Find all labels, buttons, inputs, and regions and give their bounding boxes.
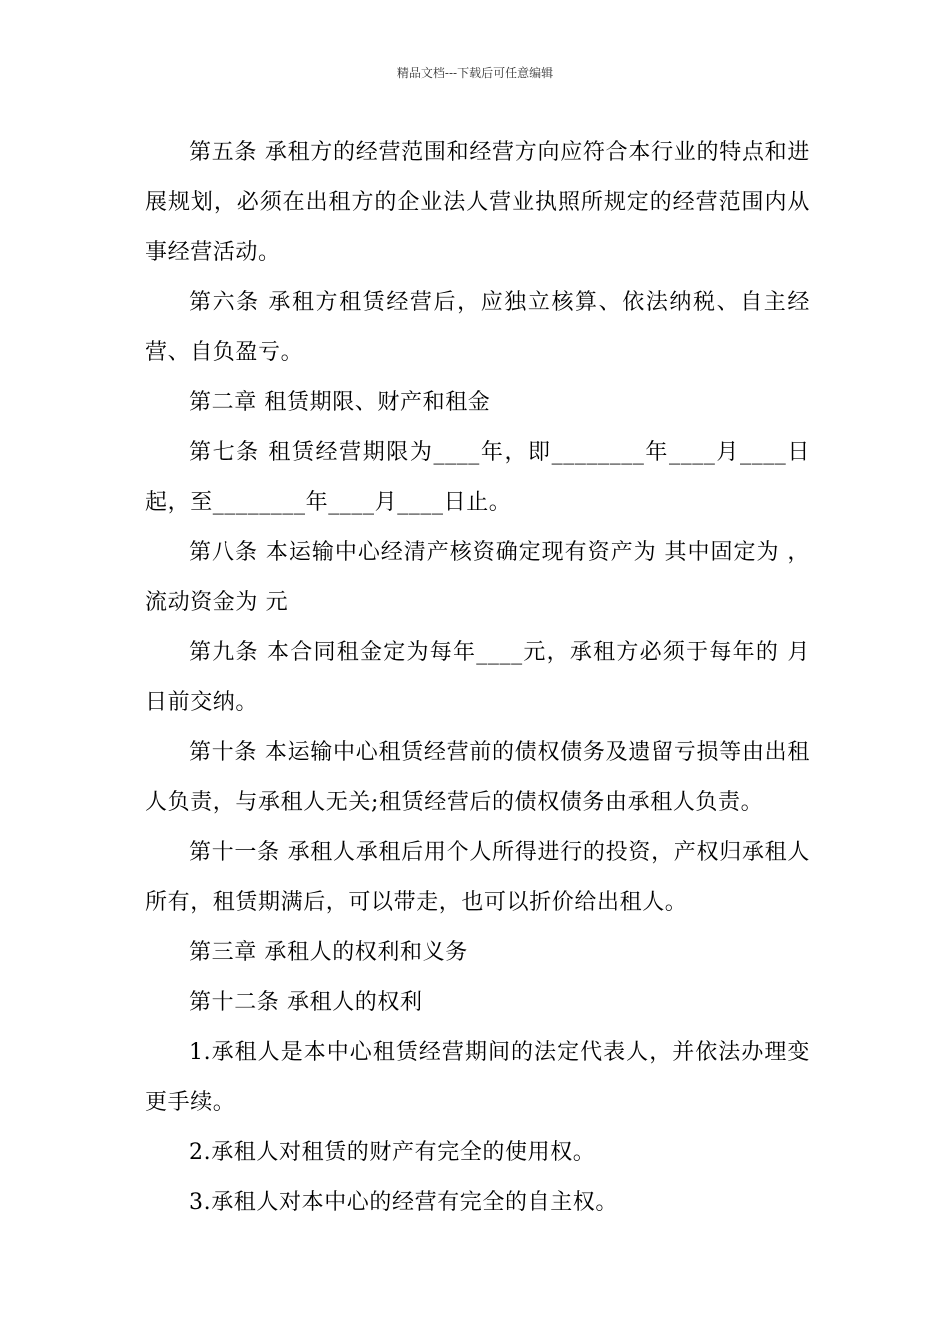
- list-item-1: 1.承租人是本中心租赁经营期间的法定代表人，并依法办理变更手续。: [145, 1040, 810, 1115]
- article-11: 第十一条 承租人承租后用个人所得进行的投资，产权归承租人所有，租赁期满后，可以带走，也可以折价给出租人。: [145, 840, 810, 915]
- article-5: 第五条 承租方的经营范围和经营方向应符合本行业的特点和进展规划，必须在出租方的企业法人营业执照所规定的经营范围内从事经营活动。: [145, 140, 810, 265]
- list-item-3: 3.承租人对本中心的经营有完全的自主权。: [189, 1190, 618, 1215]
- document-body: [145, 128, 810, 1228]
- article-10: 第十条 本运输中心租赁经营前的债权债务及遗留亏损等由出租人负责，与承租人无关;租赁经营后的债权债务由承租人负责。: [145, 740, 810, 815]
- page-header: 精品文档---下载后可任意编辑: [396, 66, 554, 80]
- article-9: 第九条 本合同租金定为每年____元，承租方必须于每年的 月 日前交纳。: [145, 640, 810, 715]
- article-6: 第六条 承租方租赁经营后，应独立核算、依法纳税、自主经营、自负盈亏。: [145, 290, 810, 365]
- article-12: 第十二条 承租人的权利: [189, 990, 423, 1015]
- list-item-2: 2.承租人对租赁的财产有完全的使用权。: [189, 1140, 596, 1165]
- article-8: 第八条 本运输中心经清产核资确定现有资产为 其中固定为 ，流动资金为 元: [145, 540, 810, 615]
- chapter-3-heading: 第三章 承租人的权利和义务: [189, 940, 468, 965]
- chapter-2-heading: 第二章 租赁期限、财产和租金: [189, 390, 491, 415]
- article-7: 第七条 租赁经营期限为____年，即________年____月____日起，至________年____月____日止。: [145, 440, 810, 515]
